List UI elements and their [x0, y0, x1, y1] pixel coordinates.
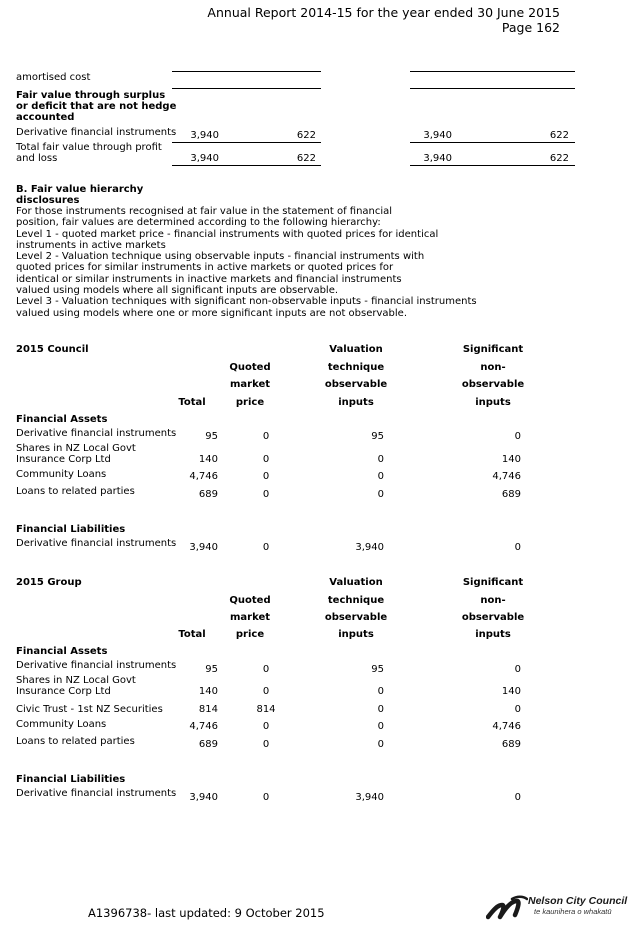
col-header-quoted: Quoted: [229, 362, 271, 373]
table-row-label: Community Loans: [16, 719, 107, 730]
council-logo: [486, 893, 626, 923]
top-row-value: 622: [296, 130, 316, 141]
col-header-valuation: technique: [327, 595, 385, 606]
council-logo-mark-icon: [486, 895, 528, 921]
cell-significant: 4,746: [492, 721, 521, 732]
col-header-valuation: observable: [324, 379, 388, 390]
table-row-label: Insurance Corp Ltd: [16, 686, 111, 697]
cell-valuation: 0: [377, 471, 384, 482]
table-row-label: Loans to related parties: [16, 486, 135, 497]
section-b-heading-line-1: B. Fair value hierarchy: [16, 184, 144, 195]
col-header-valuation: observable: [324, 612, 388, 623]
col-header-valuation: Valuation: [329, 344, 383, 355]
cell-valuation: 3,940: [355, 542, 384, 553]
section-b-paragraph: [16, 206, 477, 319]
top-row-label: Derivative financial instruments: [16, 127, 177, 138]
col-header-quoted: market: [229, 379, 271, 390]
cell-significant: 689: [501, 489, 521, 500]
fvtpl-heading-line-3: accounted: [16, 112, 75, 123]
paragraph-line: For those instruments recognised at fair value in the statement of financial: [16, 206, 393, 217]
logo-tagline: te kaunihera o whakatū: [534, 907, 612, 916]
cell-total: 689: [198, 739, 218, 750]
cell-valuation: 0: [377, 704, 384, 715]
cell-significant: 0: [514, 542, 521, 553]
cell-quoted: 0: [262, 721, 270, 732]
col-header-quoted: market: [229, 612, 271, 623]
cell-valuation: 0: [377, 739, 384, 750]
col-header-significant: non-: [480, 595, 506, 606]
fvtpl-heading-line-1: Fair value through surplus: [16, 90, 166, 101]
cell-quoted: 0: [262, 431, 270, 442]
cell-quoted: 0: [262, 792, 270, 803]
table-row-label: Community Loans: [16, 469, 107, 480]
cell-significant: 0: [514, 664, 521, 675]
paragraph-line: valued using models where one or more significant inputs are not observable.: [16, 307, 408, 319]
cell-total: 3,940: [189, 792, 218, 803]
table-row-label: Loans to related parties: [16, 736, 135, 747]
cell-total: 140: [198, 454, 218, 465]
row1-rule-left: [172, 142, 321, 143]
cell-valuation: 3,940: [355, 792, 384, 803]
cell-total: 95: [205, 431, 218, 442]
cell-valuation: 0: [377, 489, 384, 500]
col-header-significant: Significant: [462, 577, 524, 588]
table-row-label: Shares in NZ Local Govt: [16, 443, 136, 454]
top-row-value: 622: [549, 130, 569, 141]
council-assets-heading: Financial Assets: [16, 414, 108, 425]
cell-total: 689: [198, 489, 218, 500]
cell-significant: 140: [501, 686, 521, 697]
paragraph-line: Level 3 - Valuation techniques with significant non-observable inputs - financial instruments: [16, 296, 477, 308]
paragraph-line: quoted prices for similar instruments in active markets or quoted prices for: [16, 262, 394, 274]
cell-significant: 689: [501, 739, 521, 750]
table-row-label: Derivative financial instruments: [16, 538, 177, 549]
table-row-label: Derivative financial instruments: [16, 428, 177, 439]
top-row-label: and loss: [16, 153, 58, 164]
cell-quoted: 0: [262, 489, 270, 500]
top-row-value: 3,940: [190, 130, 219, 141]
cell-significant: 0: [514, 704, 521, 715]
table-row-label: Civic Trust - 1st NZ Securities: [16, 704, 163, 715]
cell-valuation: 0: [377, 454, 384, 465]
cell-significant: 4,746: [492, 471, 521, 482]
cell-significant: 0: [514, 792, 521, 803]
cell-quoted: 0: [262, 471, 270, 482]
group-liabilities-heading: Financial Liabilities: [16, 774, 126, 785]
report-title: Annual Report 2014-15 for the year ended 30 June 2015: [207, 5, 560, 20]
group-table-title: 2015 Group: [16, 577, 82, 588]
cell-valuation: 0: [377, 686, 384, 697]
table-row-label: Insurance Corp Ltd: [16, 454, 111, 465]
top-rule-right-1: [410, 71, 575, 72]
paragraph-line: Level 2 - Valuation technique using observable inputs - financial instruments with: [16, 251, 425, 263]
col-header-significant: inputs: [475, 397, 511, 408]
council-liabilities-heading: Financial Liabilities: [16, 524, 126, 535]
cell-quoted: 814: [256, 704, 276, 715]
cell-quoted: 0: [262, 686, 270, 697]
cell-total: 95: [205, 664, 218, 675]
council-table-title: 2015 Council: [16, 344, 89, 355]
col-header-quoted: price: [235, 397, 265, 408]
top-row-value: 3,940: [423, 153, 452, 164]
cell-total: 4,746: [189, 471, 218, 482]
top-rule-left-2: [172, 88, 321, 89]
row1-rule-right: [410, 142, 575, 143]
col-header-valuation: Valuation: [329, 577, 383, 588]
paragraph-line: identical or similar instruments in inactive markets and financial instruments: [16, 273, 402, 285]
top-rule-left-1: [172, 71, 321, 72]
cell-quoted: 0: [262, 454, 270, 465]
fvtpl-heading-line-2: or deficit that are not hedge: [16, 101, 177, 112]
section-b-heading-line-2: disclosures: [16, 195, 80, 206]
top-row-label: Total fair value through profit: [16, 142, 162, 153]
cell-quoted: 0: [262, 542, 270, 553]
col-header-total: Total: [178, 629, 206, 640]
top-row-value: 622: [549, 153, 569, 164]
cell-valuation: 95: [371, 431, 384, 442]
col-header-significant: observable: [461, 379, 525, 390]
footer-doc-id: A1396738- last updated: 9 October 2015: [88, 906, 325, 920]
col-header-total: Total: [178, 397, 206, 408]
col-header-valuation: technique: [327, 362, 385, 373]
top-row-value: 3,940: [190, 153, 219, 164]
logo-name: Nelson City Council: [528, 895, 628, 907]
top-row-value: 622: [296, 153, 316, 164]
col-header-significant: Significant: [462, 344, 524, 355]
cell-total: 4,746: [189, 721, 218, 732]
cell-quoted: 0: [262, 739, 270, 750]
top-rule-right-2: [410, 88, 575, 89]
col-header-quoted: Quoted: [229, 595, 271, 606]
cell-valuation: 0: [377, 721, 384, 732]
cell-quoted: 0: [262, 664, 270, 675]
group-assets-heading: Financial Assets: [16, 646, 108, 657]
amortised-cost-label: amortised cost: [16, 72, 91, 83]
col-header-valuation: inputs: [338, 629, 374, 640]
paragraph-line: instruments in active markets: [16, 239, 166, 251]
row2-rule-right: [410, 165, 575, 166]
cell-significant: 140: [501, 454, 521, 465]
cell-valuation: 95: [371, 664, 384, 675]
paragraph-line: position, fair values are determined according to the following hierarchy:: [16, 217, 381, 229]
col-header-significant: observable: [461, 612, 525, 623]
col-header-valuation: inputs: [338, 397, 374, 408]
cell-total: 3,940: [189, 542, 218, 553]
cell-total: 140: [198, 686, 218, 697]
row2-rule-left: [172, 165, 321, 166]
cell-significant: 0: [514, 431, 521, 442]
table-row-label: Shares in NZ Local Govt: [16, 675, 136, 686]
col-header-quoted: price: [235, 629, 265, 640]
table-row-label: Derivative financial instruments: [16, 788, 177, 799]
table-row-label: Derivative financial instruments: [16, 660, 177, 671]
col-header-significant: inputs: [475, 629, 511, 640]
top-row-value: 3,940: [423, 130, 452, 141]
cell-total: 814: [198, 704, 218, 715]
col-header-significant: non-: [480, 362, 506, 373]
paragraph-line: valued using models where all significant inputs are observable.: [16, 285, 339, 297]
page-number: Page 162: [501, 20, 560, 35]
paragraph-line: Level 1 - quoted market price - financial instruments with quoted prices for identical: [16, 228, 439, 240]
